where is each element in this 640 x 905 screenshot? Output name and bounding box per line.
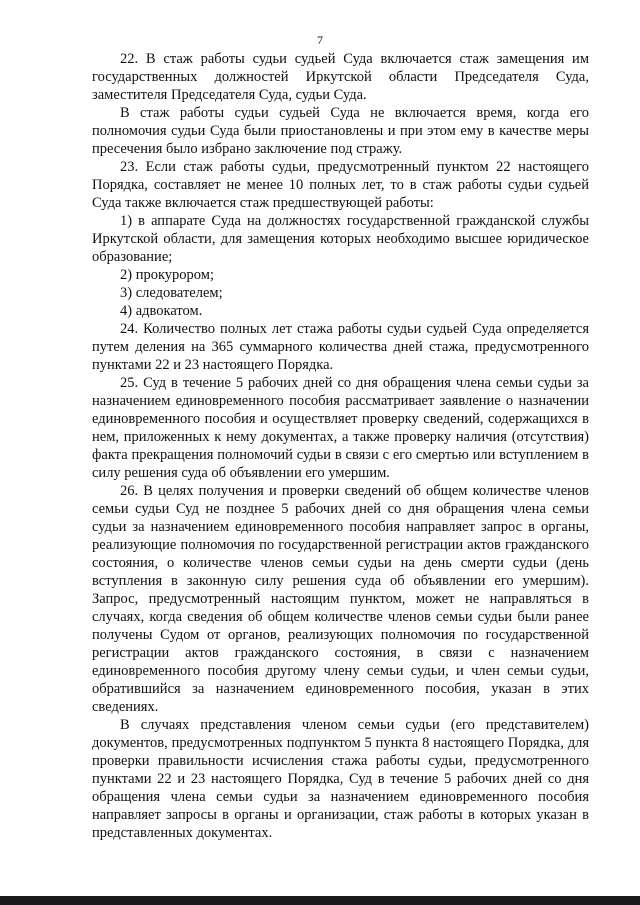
paragraph-23-item-1: 1) в аппарате Суда на должностях государственной гражданской службы Иркутской области, для замещения которых необходимо высшее юридическое образование; (92, 213, 589, 265)
paragraph-26: 26. В целях получения и проверки сведений об общем количестве членов семьи судьи Суд не позднее 5 рабочих дней со дня обращения члена семьи судьи за назначением единовременного пособия направляет запрос в органы, реализующие полномочия по государственной регистрации актов гражданского состояния, о количестве членов семьи судьи на день смерти судьи (день вступления в законную силу решения суда об объявлении его умершим). Запрос, предусмотренный настоящим пунктом, может не направляться в случаях, когда сведения об общем количестве членов семьи судьи были ранее получены Судом от органов, реализующих полномочия по государственной регистрации актов гражданского состояния, в связи с назначением единовременного пособия другому члену семьи судьи, и член семьи судьи, обратившийся за назначением единовременного пособия, указан в этих сведениях. (92, 483, 589, 715)
paragraph-24: 24. Количество полных лет стажа работы судьи судьей Суда определяется путем деления на 365 суммарного количества дней стажа, предусмотренного пунктами 22 и 23 настоящего Порядка. (92, 321, 589, 373)
scan-bottom-edge (0, 896, 640, 905)
page-number: 7 (317, 33, 323, 47)
paragraph-22-exclusion: В стаж работы судьи судьей Суда не включается время, когда его полномочия судьи Суда были приостановлены и при этом ему в качестве меры пресечения было избрано заключение под стражу. (92, 105, 589, 157)
paragraph-23-item-2: 2) прокурором; (120, 267, 214, 283)
paragraph-23-item-4: 4) адвокатом. (120, 303, 203, 319)
document-body (92, 50, 589, 842)
paragraph-23-item-3: 3) следователем; (120, 285, 223, 301)
paragraph-25: 25. Суд в течение 5 рабочих дней со дня обращения члена семьи судьи за назначением единовременного пособия рассматривает заявление о назначении единовременного пособия и осуществляет проверку сведений, содержащихся в нем, приложенных к нему документах, а также проверку наличия (отсутствия) факта прекращения полномочий судьи в связи с его смертью или вступлением в силу решения суда об объявлении его умершим. (92, 375, 589, 481)
paragraph-22: 22. В стаж работы судьи судьей Суда включается стаж замещения им государственных должностей Иркутской области Председателя Суда, заместителя Председателя Суда, судьи Суда. (92, 51, 589, 103)
paragraph-23: 23. Если стаж работы судьи, предусмотренный пунктом 22 настоящего Порядка, составляет не менее 10 полных лет, то в стаж работы судьи судьей Суда также включается стаж предшествующей работы: (92, 159, 589, 211)
paragraph-26-documents: В случаях представления членом семьи судьи (его представителем) документов, предусмотренных подпунктом 5 пункта 8 настоящего Порядка, для проверки правильности исчисления стажа работы судьи, предусмотренного пунктами 22 и 23 настоящего Порядка, Суд в течение 5 рабочих дней со дня обращения члена семьи судьи за назначением единовременного пособия направляет запросы в органы и организации, стаж работы в которых указан в представленных документах. (92, 717, 589, 841)
